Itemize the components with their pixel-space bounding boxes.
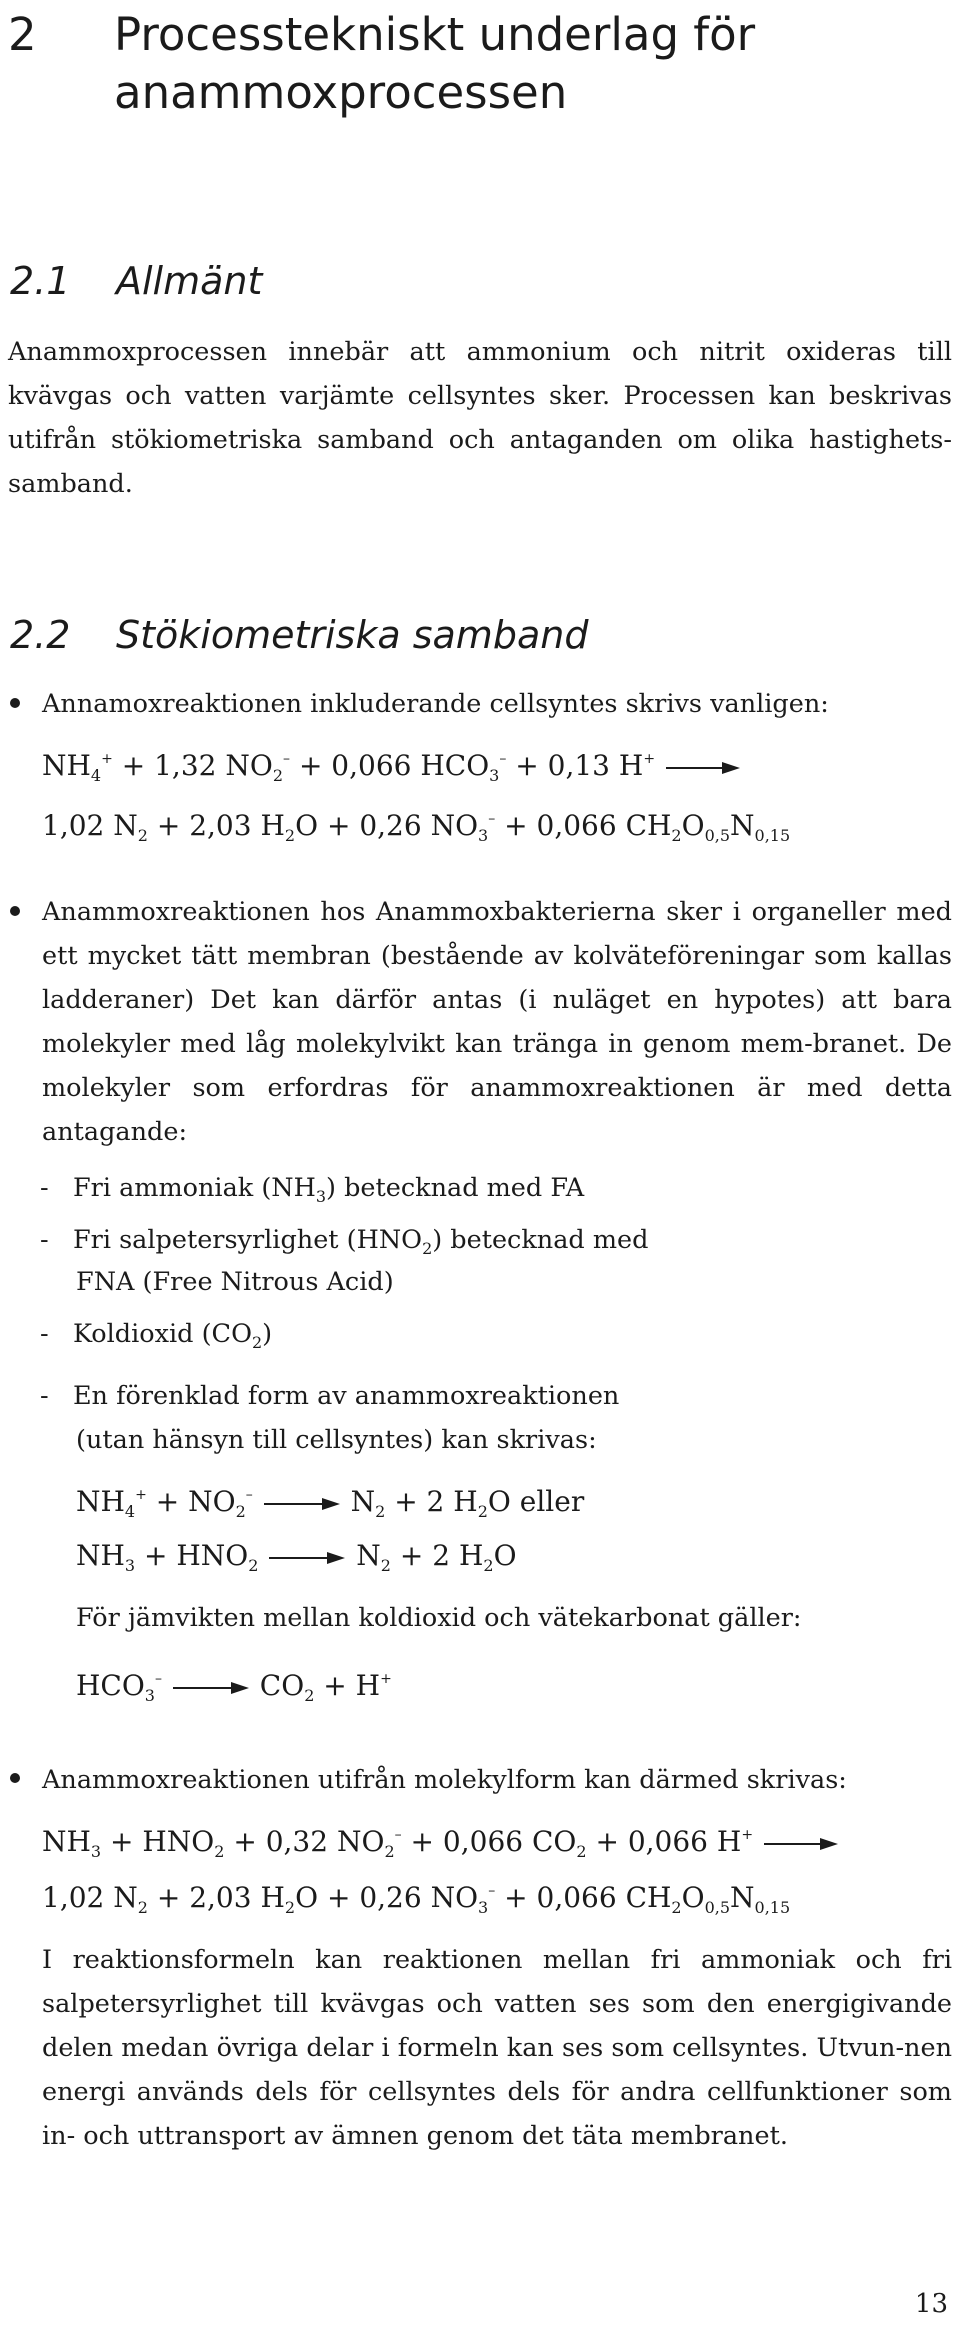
section-number: 2.2 (10, 613, 71, 657)
equation-1: $NH_4^+ + 1,32$ $NO_2^- + 0,066$ $HCO_3^- + 0,13$ H+ (42, 744, 742, 788)
chapter-title: Processtekniskt underlag för anammoxprocessen (114, 8, 756, 119)
reaction-arrow-icon (171, 1680, 251, 1696)
reaction-arrow-icon (762, 1836, 840, 1852)
chapter-number: 2 (8, 8, 37, 61)
bullet-paragraph: Anammoxreaktionen hos Anammoxbakterierna sker i organeller med ett mycket tätt membran (bestående av kolväteföreningar som kallas ladderaner) Det kan därför antas (i nuläget en hypotes) att bara molekyler med låg molekylvikt kan tränga in genom mem-branet. De molekyler som erfordras för anammoxreaktionen är med detta antagande: (42, 897, 952, 1147)
section-title: Stökiometriska samband (116, 613, 589, 657)
dash-item: - En förenklad form av anammoxreaktionen (40, 1381, 620, 1411)
equation-2: 1,02 $N_2 + 2,03$ $H_2O + 0,26$ $NO_3^- + 0,066$ $CH_2O_{0,5}N_{0,15}$ (42, 809, 791, 845)
section-number: 2.1 (10, 259, 71, 303)
dash-continuation: FNA (Free Nitrous Acid) (76, 1267, 394, 1297)
final-paragraph: I reaktionsformeln kan reaktionen mellan fri ammoniak och fri salpetersyrlighet till kvävgas och vatten ses som den energigivande delen medan övriga delar i formeln kan ses som cellsyntes. Utvun-nen energi används dels för cellsyntes dels för andra cellfunktioner som in- och uttransport av ämnen genom det täta membranet. (42, 1945, 952, 2151)
intro-paragraph: Anammoxprocessen innebär att ammonium och nitrit oxideras till kvävgas och vatten varjämte cellsyntes sker. Processen kan beskrivas utifrån stökiometriska samband och antaganden om olika hastighets-samband. (8, 337, 952, 499)
bullet-dot (10, 1773, 20, 1783)
bullet-dot (10, 698, 20, 708)
dash-continuation: (utan hänsyn till cellsyntes) kan skrivas: (76, 1425, 597, 1455)
equation-4: $NH_3 + HNO_2$ $N_2 + 2$ $H_2O$ (76, 1539, 517, 1575)
bullet-dot (10, 906, 20, 916)
dash-item: - Fri ammoniak $(NH_3)$ betecknad med FA (40, 1173, 585, 1206)
section-title: Allmänt (116, 259, 263, 303)
reaction-arrow-icon (267, 1550, 347, 1566)
bullet-text: Anammoxreaktionen utifrån molekylform kan därmed skrivas: (42, 1765, 847, 1795)
equation-3: $NH_4^+ + NO_2^-$ $N_2 + 2$ $H_2O$ eller (76, 1485, 585, 1521)
dash-item: - Fri salpetersyrlighet $(HNO_2)$ betecknad med (40, 1225, 649, 1258)
reaction-arrow-icon (664, 760, 742, 776)
equation-6: 1,02 $N_2 + 2,03$ $H_2O + 0,26$ $NO_3^- + 0,066$ $CH_2O_{0,5}N_{0,15}$ (42, 1881, 791, 1917)
equilibrium-text: För jämvikten mellan koldioxid och vätekarbonat gäller: (76, 1603, 802, 1633)
page-number: 13 (914, 2289, 948, 2319)
bullet-text: Annamoxreaktionen inkluderande cellsyntes skrivs vanligen: (42, 689, 829, 719)
dash-item: - Koldioxid $(CO_2)$ (40, 1319, 273, 1352)
equation-5: $NH_3 + HNO_2 + 0,32$ $NO_2^- + 0,066$ $CO_2 + 0,066$ H+ (42, 1820, 840, 1864)
reaction-arrow-icon (262, 1496, 342, 1512)
equation-equilibrium: $HCO_3^-$ $CO_2 + H^+$ (76, 1669, 392, 1705)
